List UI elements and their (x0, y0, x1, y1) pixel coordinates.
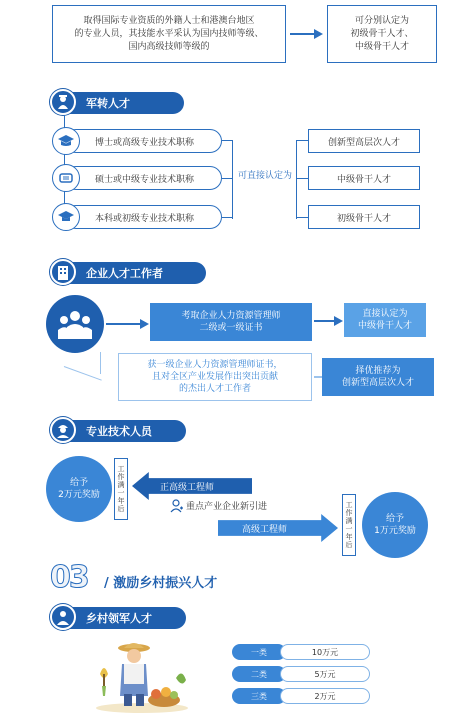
tech-new-hire: 重点产业企业新引进 (186, 502, 268, 512)
military-right-h2 (296, 178, 308, 179)
tier-2-amount: 5万元 (280, 666, 370, 682)
enterprise-header (56, 262, 206, 284)
enterprise-arrow1-line (106, 323, 142, 325)
enterprise-step2-result: 择优推荐为 创新型高层次人才 (322, 358, 434, 396)
military-row-2 (64, 166, 222, 190)
top-left-box: 取得国际专业资质的外籍人士和港澳台地区 的专业人员，其技能水平采认为国内技师等级、 国内高级技师等级的 (52, 5, 286, 63)
military-row-2-label: 硕士或中级专业技术职称 (95, 174, 195, 185)
military-result-2: 中级骨干人才 (308, 166, 420, 190)
military-bracket-mid (222, 178, 233, 179)
enterprise-step1-result: 直接认定为 中级骨干人才 (344, 303, 426, 337)
enterprise-branch-diag (64, 366, 102, 381)
tier-1-level: 一类 (232, 644, 286, 660)
tier-2-level: 二类 (232, 666, 286, 682)
tech-arrow-right-label: 高级工程师 (242, 525, 288, 535)
tech-header-label: 专业技术人员 (86, 425, 152, 438)
enterprise-arrow3-line (314, 376, 322, 378)
graduation-cap-icon (52, 127, 80, 155)
section03-title: / 激励乡村振兴人才 (104, 576, 218, 591)
top-right-box: 可分别认定为 初级骨干人才、 中级骨干人才 (327, 5, 437, 63)
military-row-3-label: 本科或初级专业技术职称 (95, 213, 195, 224)
user-icon (170, 498, 184, 512)
top-arrow-line (290, 33, 316, 35)
military-result-1: 创新型高层次人才 (308, 129, 420, 153)
farmer-illustration (94, 638, 190, 714)
military-bracket-vline (232, 141, 233, 219)
enterprise-header-label: 企业人才工作者 (86, 267, 163, 280)
military-header-label: 军转人才 (86, 97, 130, 110)
enterprise-step1: 考取企业人力资源管理师 二级或一级证书 (150, 303, 312, 341)
tech-work-left: 工作满一年后 (114, 458, 128, 520)
tech-arrow-left-label: 正高级工程师 (160, 483, 215, 493)
military-bracket-top (222, 140, 233, 141)
military-right-h3 (296, 217, 308, 218)
tier-1-amount: 10万元 (280, 644, 370, 660)
military-row-1-label: 博士或高级专业技术职称 (95, 137, 195, 148)
enterprise-step2: 获一级企业人力资源管理师证书， 且对全区产业发展作出突出贡献 的杰出人才工作者 (118, 353, 312, 401)
military-icon (50, 89, 76, 115)
enterprise-arrow2-line (314, 320, 336, 322)
tech-work-right: 工作满一年后 (342, 494, 356, 556)
rural-header-label: 乡村领军人才 (86, 612, 152, 625)
engineer-icon (50, 417, 76, 443)
person-icon (50, 604, 76, 630)
tech-reward-right: 给予 1万元奖励 (362, 492, 428, 558)
enterprise-branch-vline (100, 352, 101, 374)
enterprise-arrow2-head (334, 316, 343, 326)
mortarboard-icon (52, 164, 80, 192)
building-icon (50, 259, 76, 285)
military-row-3 (64, 205, 222, 229)
military-right-h1 (296, 140, 308, 141)
military-right-vline (296, 141, 297, 219)
section03-number: 03 (50, 560, 88, 595)
military-result-3: 初级骨干人才 (308, 205, 420, 229)
military-bracket-bottom (222, 217, 233, 218)
tier-3-amount: 2万元 (280, 688, 370, 704)
tier-3-level: 三类 (232, 688, 286, 704)
military-row-1 (64, 129, 222, 153)
top-arrow-head (314, 29, 323, 39)
team-icon (46, 295, 104, 353)
tech-reward-left: 给予 2万元奖励 (46, 456, 112, 522)
military-connector: 可直接认定为 (238, 171, 293, 181)
bachelor-cap-icon (52, 203, 80, 231)
enterprise-arrow1-head (140, 319, 149, 329)
